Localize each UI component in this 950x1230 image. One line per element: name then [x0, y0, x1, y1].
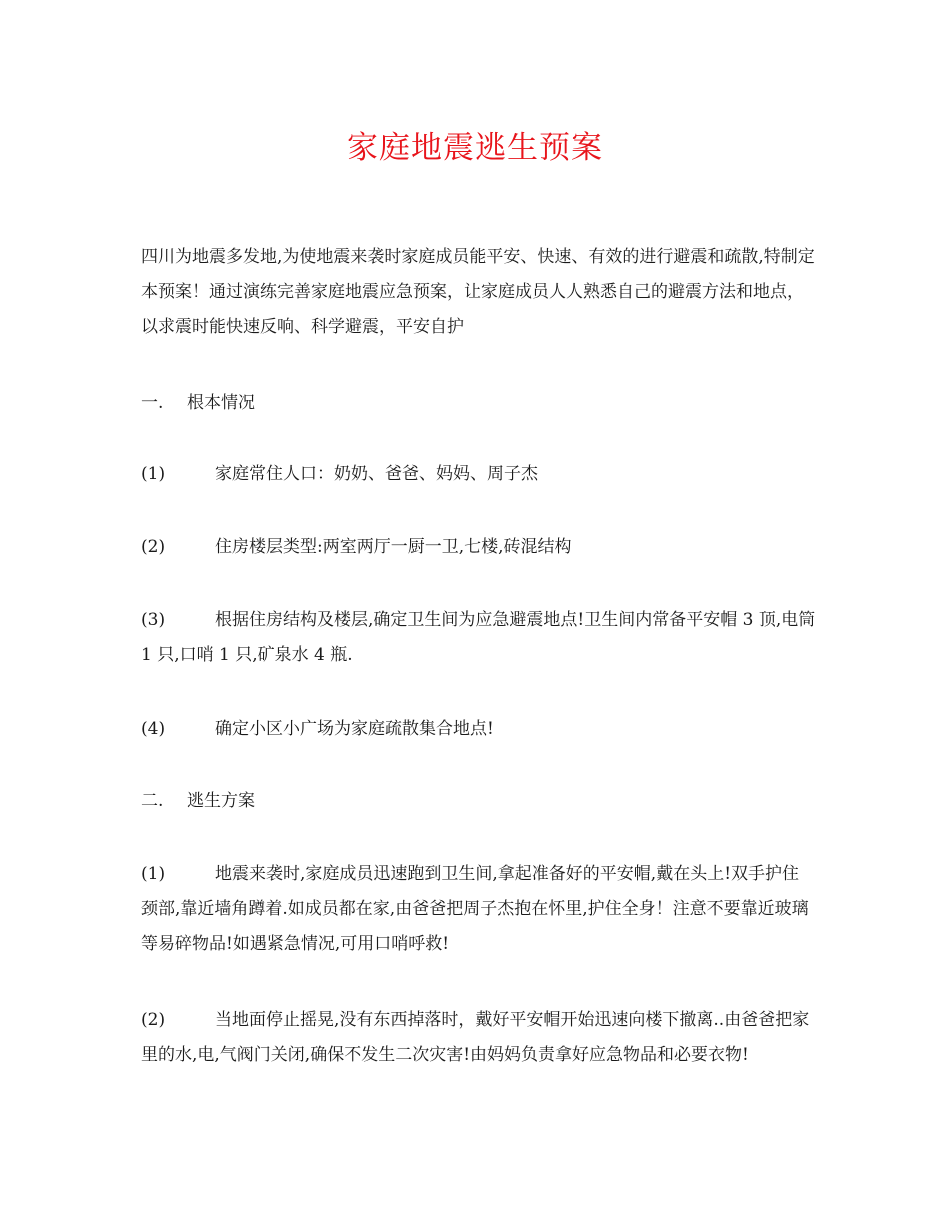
- section-number: 二.: [141, 791, 164, 811]
- item-number: (1): [141, 464, 166, 484]
- item-text: 确定小区小广场为家庭疏散集合地点!: [215, 719, 494, 739]
- list-item: [141, 457, 816, 492]
- item-number: (1): [141, 864, 166, 884]
- item-number: (2): [141, 1010, 166, 1030]
- list-item: [141, 603, 816, 673]
- list-item: [141, 530, 816, 565]
- section-title: 根本情况: [187, 393, 255, 413]
- item-text: 根据住房结构及楼层,确定卫生间为应急避震地点!卫生间内常备平安帽 3 顶,电筒 1 只,口哨 1 只,矿泉水 4 瓶.: [141, 610, 816, 665]
- intro-paragraph: 四川为地震多发地,为使地震来袭时家庭成员能平安、快速、有效的进行避震和疏散,特制定本预案！通过演练完善家庭地震应急预案，让家庭成员人人熟悉自己的避震方法和地点，以求震时能快速反响、科学避震，平安自护: [141, 247, 815, 337]
- document-title: 家庭地震逃生预案: [347, 130, 603, 166]
- list-item: [141, 1003, 816, 1073]
- item-text: 家庭常住人口：奶奶、爸爸、妈妈、周子杰: [215, 464, 538, 484]
- item-text: 住房楼层类型:两室两厅一厨一卫,七楼,砖混结构: [215, 537, 572, 557]
- section-title: 逃生方案: [187, 791, 255, 811]
- item-number: (2): [141, 537, 166, 557]
- item-number: (4): [141, 719, 166, 739]
- list-item: [141, 857, 816, 962]
- section-heading-1: [141, 386, 255, 421]
- section-number: 一.: [141, 393, 164, 413]
- item-text: 当地面停止摇晃,没有东西掉落时，戴好平安帽开始迅速向楼下撤离..由爸爸把家里的水,电,气阀门关闭,确保不发生二次灾害!由妈妈负责拿好应急物品和必要衣物!: [141, 1010, 810, 1065]
- section-heading-2: [141, 784, 255, 819]
- item-text: 地震来袭时,家庭成员迅速跑到卫生间,拿起准备好的平安帽,戴在头上!双手护住颈部,靠近墙角蹲着.如成员都在家,由爸爸把周子杰抱在怀里,护住全身！注意不要靠近玻璃等易碎物品!如遇紧急情况,可用口哨呼救!: [141, 864, 809, 954]
- item-number: (3): [141, 610, 166, 630]
- list-item: [141, 712, 816, 747]
